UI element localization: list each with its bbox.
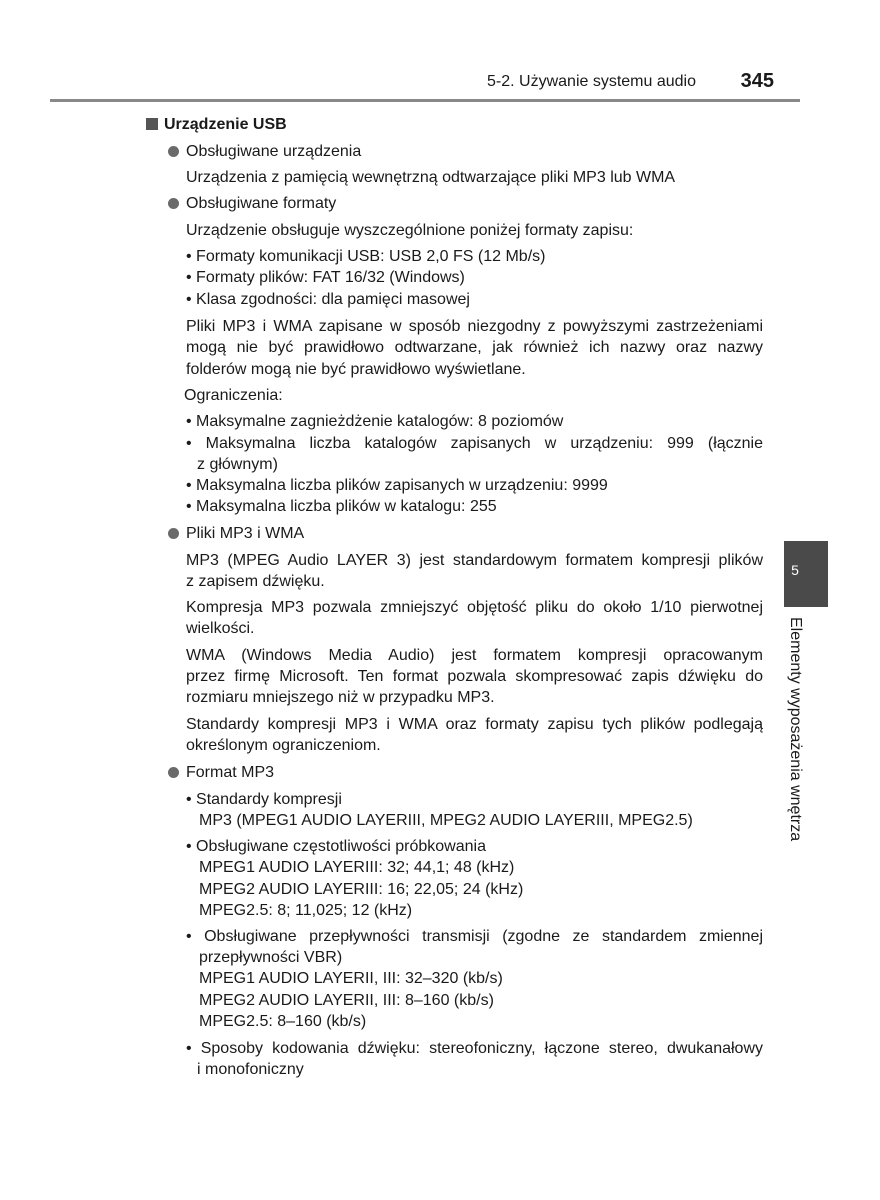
circle-bullet-icon: [168, 528, 179, 539]
running-header: 5-2. Używanie systemu audio: [487, 73, 696, 90]
formats-intro: Urządzenie obsługuje wyszczególnione poniżej formaty zapisu:: [186, 222, 634, 239]
chapter-number: 5: [791, 562, 799, 578]
section-square-bullet-icon: [146, 118, 158, 130]
limit-item: • Maksymalna liczba plików w katalogu: 255: [186, 498, 497, 515]
page-number: 345: [740, 70, 774, 92]
section-title: Urządzenie USB: [164, 116, 287, 133]
subheading-mp3-format: Format MP3: [186, 764, 275, 781]
limit-item-continued: z głównym): [197, 456, 278, 473]
mp3-format-item: • Standardy kompresji: [186, 791, 342, 808]
header-rule: [50, 99, 800, 102]
format-item: • Formaty komunikacji USB: USB 2,0 FS (12 Mb/s): [186, 248, 546, 265]
mp3-format-detail: MPEG2 AUDIO LAYERIII: 16; 22,05; 24 (kHz): [199, 881, 524, 898]
mp3-wma-paragraph-line: Standardy kompresji MP3 i WMA oraz formaty zapisu tych plików podlegają: [186, 716, 763, 733]
subheading-supported-formats: Obsługiwane formaty: [186, 195, 337, 212]
formats-note-line: mogą nie być prawidłowo odtwarzane, jak również ich nazwy oraz nazwy: [186, 339, 763, 356]
mp3-format-detail: MPEG1 AUDIO LAYERII, III: 32–320 (kb/s): [199, 970, 503, 987]
mp3-format-item: • Sposoby kodowania dźwięku: stereofoniczny, łączone stereo, dwukanałowy: [186, 1040, 763, 1057]
mp3-wma-paragraph-line: określonym ograniczeniom.: [186, 737, 381, 754]
mp3-format-item: • Obsługiwane przepływności transmisji (zgodne ze standardem zmiennej: [186, 928, 763, 945]
mp3-format-detail: MPEG2.5: 8–160 (kb/s): [199, 1013, 367, 1030]
mp3-format-detail: MPEG1 AUDIO LAYERIII: 32; 44,1; 48 (kHz): [199, 859, 515, 876]
limit-item: • Maksymalne zagnieżdżenie katalogów: 8 poziomów: [186, 413, 564, 430]
mp3-format-detail: MP3 (MPEG1 AUDIO LAYERIII, MPEG2 AUDIO LAYERIII, MPEG2.5): [199, 812, 693, 829]
limits-label: Ograniczenia:: [184, 387, 283, 404]
mp3-wma-paragraph-line: wielkości.: [186, 620, 255, 637]
limit-item: • Maksymalna liczba plików zapisanych w urządzeniu: 9999: [186, 477, 608, 494]
mp3-format-item-continued: przepływności VBR): [199, 949, 343, 966]
subheading-mp3-wma: Pliki MP3 i WMA: [186, 525, 305, 542]
mp3-format-detail: MPEG2 AUDIO LAYERII, III: 8–160 (kb/s): [199, 992, 494, 1009]
circle-bullet-icon: [168, 767, 179, 778]
formats-note-line: folderów mogą nie być prawidłowo wyświetlane.: [186, 361, 526, 378]
circle-bullet-icon: [168, 198, 179, 209]
limit-item: • Maksymalna liczba katalogów zapisanych w urządzeniu: 999 (łącznie: [186, 435, 763, 452]
mp3-wma-paragraph-line: Kompresja MP3 pozwala zmniejszyć objętość pliku do około 1/10 pierwotnej: [186, 599, 763, 616]
mp3-wma-paragraph-line: WMA (Windows Media Audio) jest formatem kompresji opracowanym: [186, 647, 763, 664]
chapter-title: Elementy wyposażenia wnętrza: [787, 617, 804, 842]
mp3-format-item: • Obsługiwane częstotliwości próbkowania: [186, 838, 486, 855]
format-item: • Klasa zgodności: dla pamięci masowej: [186, 291, 470, 308]
mp3-wma-paragraph-line: rozmiaru mniejszego niż w przypadku MP3.: [186, 689, 495, 706]
formats-note-line: Pliki MP3 i WMA zapisane w sposób niezgodny z powyższymi zastrzeżeniami: [186, 318, 763, 335]
mp3-wma-paragraph-line: z zapisem dźwięku.: [186, 573, 325, 590]
format-item: • Formaty plików: FAT 16/32 (Windows): [186, 269, 465, 286]
mp3-format-item-continued: i monofoniczny: [197, 1061, 304, 1078]
mp3-format-detail: MPEG2.5: 8; 11,025; 12 (kHz): [199, 902, 413, 919]
circle-bullet-icon: [168, 146, 179, 157]
subheading-supported-devices: Obsługiwane urządzenia: [186, 143, 362, 160]
supported-devices-text: Urządzenia z pamięcią wewnętrzną odtwarzające pliki MP3 lub WMA: [186, 169, 676, 186]
mp3-wma-paragraph-line: przez firmę Microsoft. Ten format pozwala skompresować zapis dźwięku do: [186, 668, 763, 685]
mp3-wma-paragraph-line: MP3 (MPEG Audio LAYER 3) jest standardowym formatem kompresji plików: [186, 552, 763, 569]
